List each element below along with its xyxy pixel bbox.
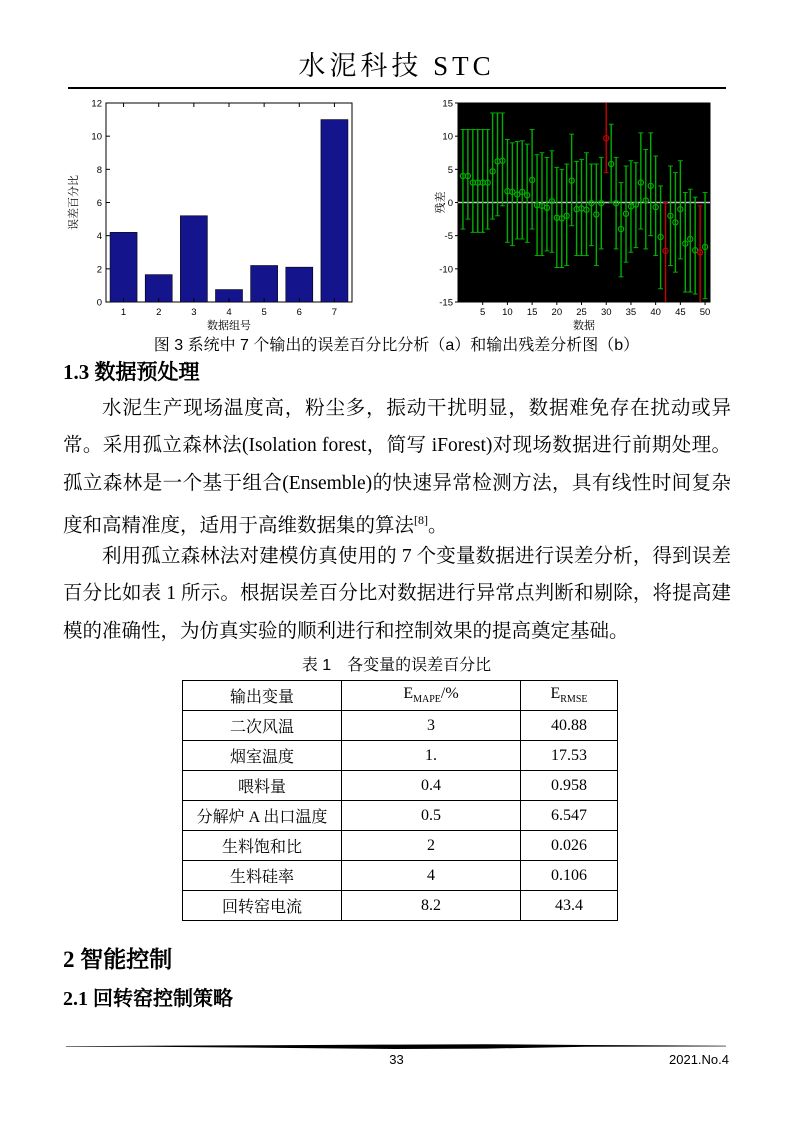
table-header-row — [183, 681, 618, 711]
cell-variable: 二次风温 — [183, 711, 342, 741]
cell-mape: 0.5 — [342, 801, 521, 831]
svg-text:-15: -15 — [439, 297, 453, 309]
table-row — [183, 771, 618, 801]
section-heading-1-3: 1.3 数据预处理 — [63, 360, 200, 384]
page-number: 33 — [389, 1052, 404, 1067]
ermse-sub: RMSE — [560, 694, 588, 706]
section-heading-2-1: 2.1 回转窑控制策略 — [63, 988, 233, 1010]
svg-text:0: 0 — [447, 198, 453, 209]
section-heading-2: 2 智能控制 — [63, 947, 173, 972]
cell-rmse: 0.958 — [521, 771, 618, 801]
svg-text:数据组号: 数据组号 — [207, 320, 251, 332]
header-rule — [68, 87, 726, 89]
footer-decorative-rule — [66, 1043, 726, 1052]
svg-text:25: 25 — [576, 307, 587, 318]
cell-mape: 4 — [342, 861, 521, 891]
svg-text:4: 4 — [226, 307, 232, 318]
svg-text:数据: 数据 — [573, 320, 595, 332]
svg-text:45: 45 — [675, 307, 686, 318]
svg-text:15: 15 — [442, 98, 453, 110]
svg-text:5: 5 — [480, 307, 486, 318]
header-emape — [342, 681, 521, 711]
cell-mape: 2 — [342, 831, 521, 861]
ermse-base: E — [550, 685, 561, 703]
cell-mape: 8.2 — [342, 891, 521, 921]
table-row — [183, 711, 618, 741]
svg-text:15: 15 — [526, 307, 538, 318]
svg-text:8: 8 — [96, 164, 102, 176]
paragraph-1 — [63, 390, 731, 545]
svg-text:6: 6 — [296, 307, 302, 318]
svg-text:12: 12 — [91, 98, 102, 110]
cell-variable: 生料饱和比 — [183, 831, 342, 861]
svg-text:10: 10 — [442, 131, 453, 143]
table-row — [183, 861, 618, 891]
svg-text:2: 2 — [96, 264, 102, 276]
cell-rmse: 0.026 — [521, 831, 618, 861]
emape-suffix: /% — [440, 685, 459, 703]
cell-mape: 1. — [342, 741, 521, 771]
paragraph-2: 利用孤立森林法对建模仿真使用的 7 个变量数据进行误差分析，得到误差百分比如表 1 所示。根据误差百分比对数据进行异常点判断和剔除，将提高建模的准确性，为仿真实验的顺利进行和控制效果的提高奠定基础。 — [63, 546, 731, 642]
paragraph-1-tail: 。 — [428, 515, 448, 537]
cell-mape: 0.4 — [342, 771, 521, 801]
issue-label: 2021.No.4 — [669, 1052, 729, 1067]
cell-rmse: 40.88 — [521, 711, 618, 741]
cell-rmse: 0.106 — [521, 861, 618, 891]
table-1-title: 表 1 各变量的误差百分比 — [301, 657, 492, 674]
cell-rmse: 43.4 — [521, 891, 618, 921]
svg-text:4: 4 — [96, 231, 102, 243]
cell-rmse: 17.53 — [521, 741, 618, 771]
cell-mape: 3 — [342, 711, 521, 741]
svg-text:50: 50 — [699, 307, 711, 318]
svg-text:40: 40 — [650, 307, 661, 318]
cell-variable: 生料硅率 — [183, 861, 342, 891]
cell-variable: 烟室温度 — [183, 741, 342, 771]
svg-text:0: 0 — [96, 297, 102, 309]
svg-text:7: 7 — [331, 307, 338, 318]
error-percentage-table — [182, 680, 618, 921]
svg-text:5: 5 — [261, 307, 267, 318]
svg-text:2: 2 — [156, 307, 162, 318]
svg-text:6: 6 — [96, 198, 102, 209]
journal-title: 水泥科技 STC — [298, 51, 495, 81]
cell-rmse: 6.547 — [521, 801, 618, 831]
table-row — [183, 831, 618, 861]
header-ermse — [521, 681, 618, 711]
svg-text:30: 30 — [600, 307, 612, 318]
emape-base: E — [403, 685, 414, 703]
svg-text:5: 5 — [447, 164, 453, 176]
svg-text:-10: -10 — [439, 264, 453, 276]
header-output-variable: 输出变量 — [183, 681, 342, 711]
svg-text:35: 35 — [625, 307, 637, 318]
table-row — [183, 741, 618, 771]
cell-variable: 分解炉 A 出口温度 — [183, 801, 342, 831]
table-row — [183, 801, 618, 831]
svg-text:10: 10 — [91, 131, 102, 143]
svg-text:10: 10 — [502, 307, 513, 318]
svg-text:残差: 残差 — [435, 191, 447, 214]
error-percentage-bar-chart — [60, 95, 370, 333]
figure-3-caption: 图 3 系统中 7 个输出的误差百分比分析（a）和输出残差分析图（b） — [153, 337, 640, 354]
svg-text:20: 20 — [551, 307, 563, 318]
svg-text:-5: -5 — [444, 231, 453, 243]
svg-text:3: 3 — [191, 307, 197, 318]
cell-variable: 回转窑电流 — [183, 891, 342, 921]
table-row — [183, 891, 618, 921]
cell-variable: 喂料量 — [183, 771, 342, 801]
citation-8: [8] — [414, 512, 429, 527]
paragraph-1-text: 水泥生产现场温度高，粉尘多，振动干扰明显，数据难免存在扰动或异常。采用孤立森林法(Isolation forest，简写 iForest)对现场数据进行前期处理。孤立森林是一个基于组合(Ensemble)的快速异常检测方法，具有线性时间复杂度和高精准度，适用于高维数据集的算法 — [63, 398, 731, 537]
svg-text:误差百分比: 误差百分比 — [68, 175, 80, 230]
svg-text:1: 1 — [120, 307, 127, 318]
emape-sub: MAPE — [413, 694, 441, 706]
residual-errorbar-chart — [430, 95, 732, 333]
